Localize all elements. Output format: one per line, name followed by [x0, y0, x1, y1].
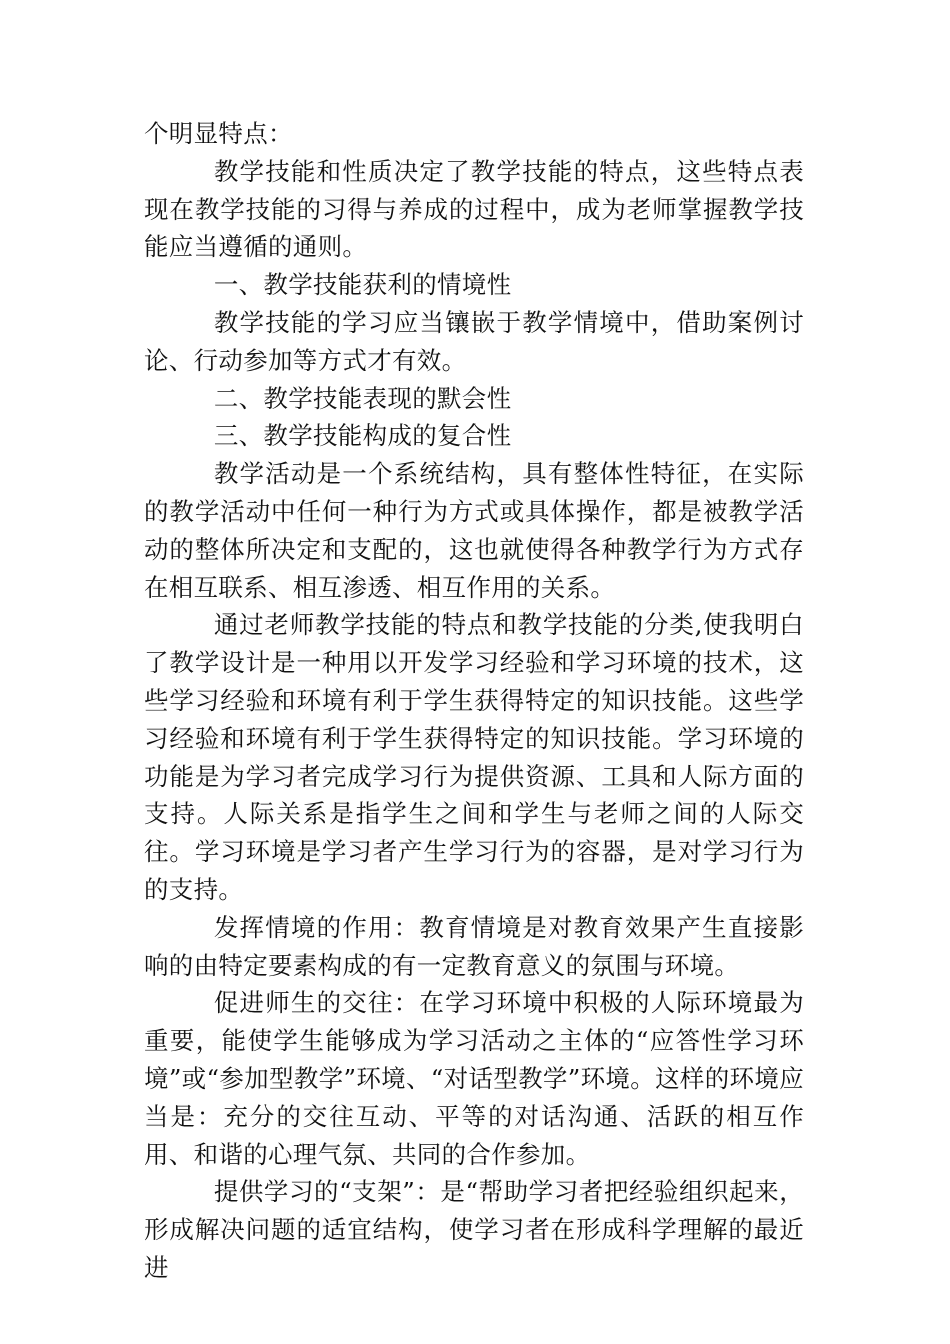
paragraph-8: 提供学习的“支架”：是“帮助学习者把经验组织起来，形成解决问题的适宜结构，使学习者在形成科学理解的最近进 — [144, 1177, 804, 1282]
document-body — [144, 115, 804, 1287]
paragraph-4: 教学活动是一个系统结构，具有整体性特征，在实际的教学活动中任何一种行为方式或具体操作，都是被教学活动的整体所决定和支配的，这也就使得各种教学行为方式存在相互联系、相互渗透、相互作用的关系。 — [144, 459, 804, 602]
paragraph-6: 发挥情境的作用：教育情境是对教育效果产生直接影响的由特定要素构成的有一定教育意义的氛围与环境。 — [144, 912, 804, 980]
paragraph-7: 促进师生的交往：在学习环境中积极的人际环境最为重要，能使学生能够成为学习活动之主体的“应答性学习环境”或“参加型教学”环境、“对话型教学”环境。这样的环境应当是：充分的交往互动、平等的对话沟通、活跃的相互作用、和谐的心理气氛、共同的合作参加。 — [144, 988, 804, 1169]
paragraph-1: 个明显特点： — [144, 119, 293, 148]
paragraph-2: 教学技能和性质决定了教学技能的特点，这些特点表现在教学技能的习得与养成的过程中，成为老师掌握教学技能应当遵循的通则。 — [144, 156, 804, 262]
section-heading-1: 一、教学技能获利的情境性 — [213, 270, 512, 300]
section-heading-3: 三、教学技能构成的复合性 — [213, 421, 512, 451]
section-heading-2: 二、教学技能表现的默会性 — [213, 383, 512, 413]
paragraph-3: 教学技能的学习应当镶嵌于教学情境中，借助案例讨论、行动参加等方式才有效。 — [144, 307, 804, 375]
paragraph-5: 通过老师教学技能的特点和教学技能的分类,使我明白了教学设计是一种用以开发学习经验和学习环境的技术，这些学习经验和环境有利于学生获得特定的知识技能。这些学习经验和环境有利于学生获得特定的知识技能。学习环境的功能是为学习者完成学习行为提供资源、工具和人际方面的支持。人际关系是指学生之间和学生与老师之间的人际交往。学习环境是学习者产生学习行为的容器，是对学习行为的支持。 — [144, 610, 804, 904]
